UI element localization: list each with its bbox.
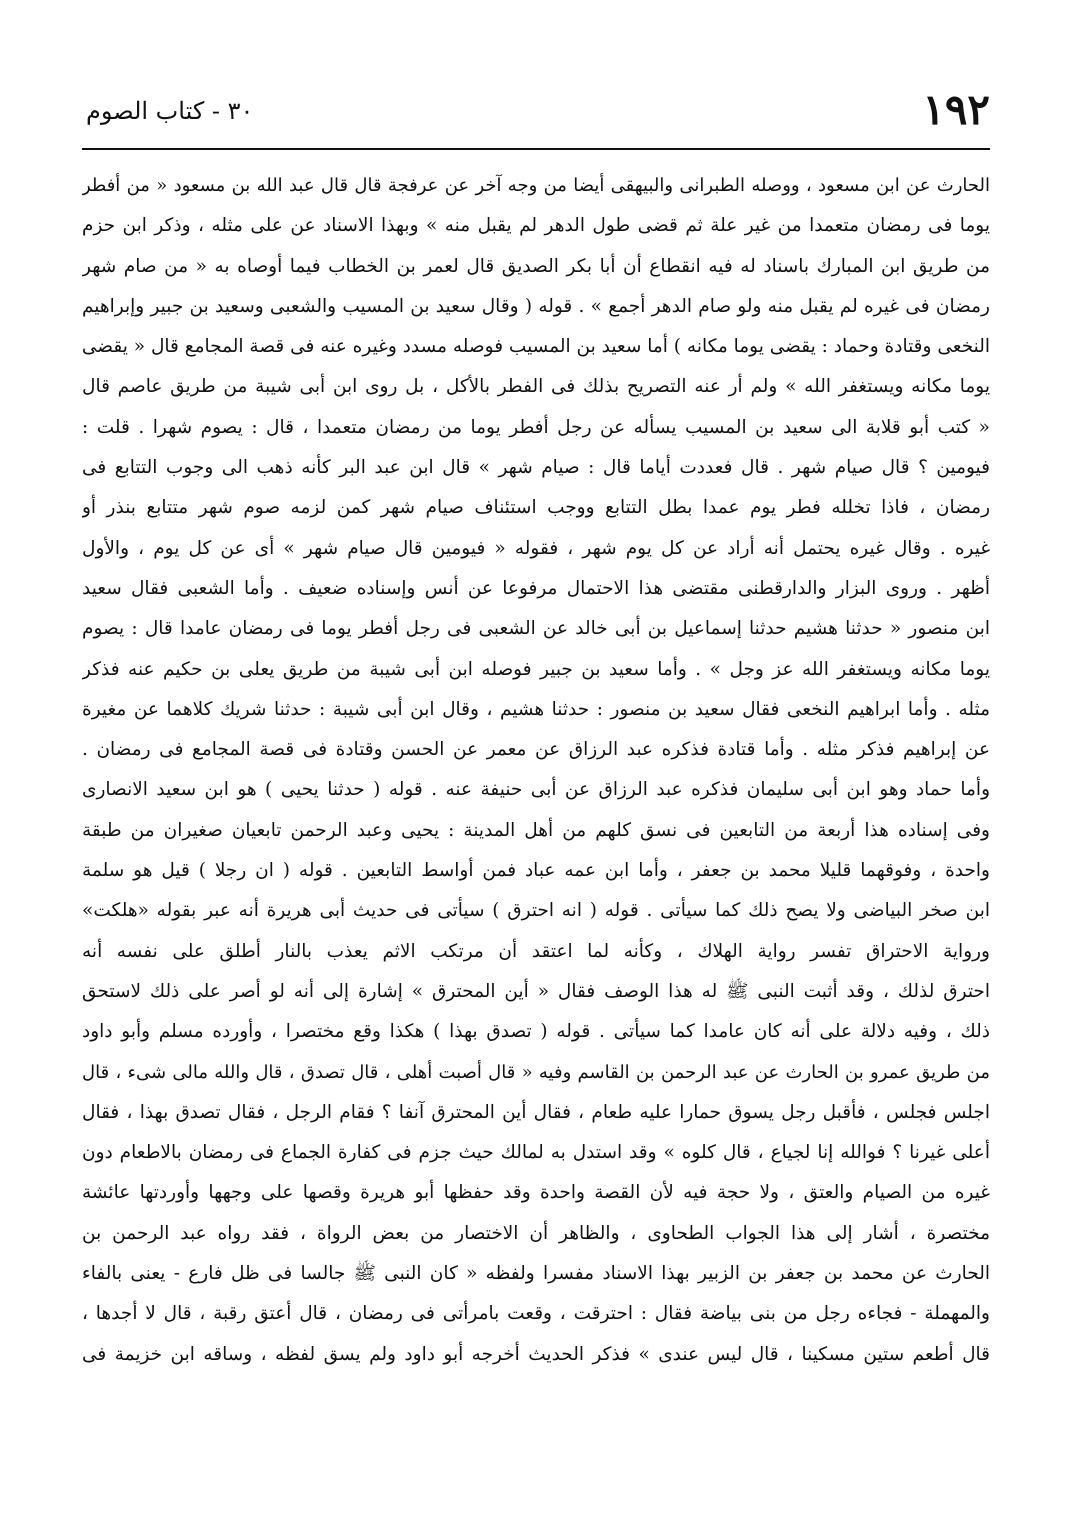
text-line: وأما حماد وهو ابن أبى سليمان فذكره عبد الرزاق عن أبى حنيفة عنه . قوله ( حدثنا يحيى ) هو ابن سعيد الانصارى bbox=[82, 779, 990, 801]
text-line: رمضان ، فاذا تخلله فطر يوم عمدا بطل التتابع ووجب استئناف صيام شهر كمن لزمه صوم شهر متتابع بنذر أو bbox=[82, 497, 990, 519]
text-line: فيومين ؟ قال صيام شهر . قال فعددت أياما قال : صيام شهر » قال ابن عبد البر كأنه ذهب الى وجوب التتابع فى bbox=[82, 457, 990, 479]
text-line: غيره من الصيام والعتق ، ولا حجة فيه لأن القصة واحدة وقد حفظها أبو هريرة وقصها على وجهها وأوردتها عائشة bbox=[82, 1182, 990, 1204]
page-number: ١٩٢ bbox=[922, 85, 990, 134]
text-line: من طريق ابن المبارك باسناد له فيه انقطاع أن أبا بكر الصديق قال لعمر بن الخطاب فيما أوصاه به « من صام شهر bbox=[82, 255, 990, 277]
text-line: واحدة ، وفوقهما قليلا محمد بن جعفر ، وأما ابن عمه عباد فمن أواسط التابعين . قوله ( ان رجلا ) قيل هو سلمة bbox=[82, 860, 990, 882]
text-line: يوما مكانه ويستغفر الله » ولم أر عنه التصريح بذلك فى الفطر بالأكل ، بل روى ابن أبى شيبة من طريق عاصم قال bbox=[82, 376, 990, 398]
text-line: الحارث عن ابن مسعود ، ووصله الطبرانى والبيهقى أيضا من وجه آخر عن عرفجة قال قال عبد الله بن مسعود « من أفطر bbox=[82, 175, 990, 196]
text-line: النخعى وقتادة وحماد : يقضى يوما مكانه ) أما سعيد بن المسيب فوصله مسدد وغيره عنه فى قصة المجامع قال « يقضى bbox=[82, 336, 990, 358]
text-line: رمضان فى غيره لم يقبل منه ولو صام الدهر أجمع » . قوله ( وقال سعيد بن المسيب والشعبى وسعيد بن جبير وإبراهيم bbox=[82, 295, 990, 317]
text-line: الحارث عن محمد بن جعفر بن الزبير بهذا الاسناد مفسرا ولفظه « كان النبى ﷺ جالسا فى ظل فارع - يعنى بالفاء bbox=[82, 1263, 990, 1285]
text-line: « كتب أبو قلابة الى سعيد بن المسيب يسأله عن رجل أفطر يوما من رمضان متعمدا ، قال : يصوم شهرا . قلت : bbox=[82, 416, 990, 438]
text-line: ابن صخر البياضى ولا يصح ذلك كما سيأتى . قوله ( انه احترق ) سيأتى فى حديث أبى هريرة أنه عبر بقوله «هلكت» bbox=[82, 900, 990, 922]
text-line: أعلى غيرنا ؟ فوالله إنا لجياع ، قال كلوه » وقد استدل به لمالك حيث جزم فى كفارة الجماع فى رمضان بالاطعام دون bbox=[82, 1142, 990, 1164]
text-line: ذلك ، وفيه دلالة على أنه كان عامدا كما سيأتى . قوله ( تصدق بهذا ) هكذا وقع مختصرا ، وأورده مسلم وأبو داود bbox=[82, 1021, 990, 1043]
text-line: يوما مكانه ويستغفر الله عز وجل » . وأما سعيد بن جبير فوصله ابن أبى شيبة من طريق يعلى بن حكيم عنه فذكر bbox=[82, 658, 990, 680]
text-line: عن إبراهيم فذكر مثله . وأما قتادة فذكره عبد الرزاق عن معمر عن الحسن وقتادة فى قصة المجامع فى رمضان . bbox=[82, 739, 990, 761]
body-text bbox=[82, 166, 990, 1375]
text-line: يوما فى رمضان متعمدا من غير علة ثم قضى طول الدهر لم يقبل منه » وبهذا الاسناد عن على مثله ، وذكر ابن حزم bbox=[82, 215, 990, 237]
text-line: اجلس فجلس ، فأقبل رجل يسوق حمارا عليه طعام ، فقال أين المحترق آنفا ؟ فقام الرجل ، فقال تصدق بهذا ، فقال bbox=[82, 1101, 990, 1123]
running-head: ٣٠ - كتاب الصوم bbox=[86, 97, 254, 125]
text-line: وفى إسناده هذا أربعة من التابعين فى نسق كلهم من أهل المدينة : يحيى وعبد الرحمن تابعيان صغيران من طبقة bbox=[82, 819, 990, 841]
text-line: من طريق عمرو بن الحارث عن عبد الرحمن بن القاسم وفيه « قال أصبت أهلى ، قال تصدق ، قال والله مالى شىء ، قال bbox=[82, 1061, 990, 1083]
text-line: والمهملة - فجاءه رجل من بنى بياضة فقال : احترقت ، وقعت بامرأتى فى رمضان ، قال أعتق رقبة ، قال لا أجدها ، bbox=[82, 1303, 990, 1325]
text-line: قال أطعم ستين مسكينا ، قال ليس عندى » فذكر الحديث أخرجه أبو داود ولم يسق لفظه ، وساقه ابن خزيمة فى bbox=[82, 1343, 990, 1365]
text-line: غيره . وقال غيره يحتمل أنه أراد عن كل يوم شهر ، فقوله « فيومين قال صيام شهر » أى عن كل يوم ، والأول bbox=[82, 537, 990, 559]
text-line: مثله . وأما ابراهيم النخعى فقال سعيد بن منصور : حدثنا هشيم ، وقال ابن أبى شيبة : حدثنا شريك كلاهما عن مغيرة bbox=[82, 698, 990, 720]
text-line: ابن منصور « حدثنا هشيم حدثنا إسماعيل بن أبى خالد عن الشعبى فى رجل أفطر يوما فى رمضان عامدا قال : يصوم bbox=[82, 618, 990, 640]
text-line: ورواية الاحتراق تفسر رواية الهلاك ، وكأنه لما اعتقد أن مرتكب الاثم يعذب بالنار أطلق على نفسه أنه bbox=[82, 940, 990, 962]
header-rule bbox=[82, 148, 990, 150]
text-line: أظهر . وروى البزار والدارقطنى مقتضى هذا الاحتمال مرفوعا عن أنس وإسناده ضعيف . وأما الشعبى فقال سعيد bbox=[82, 577, 990, 599]
text-line: احترق لذلك ، وقد أثبت النبى ﷺ له هذا الوصف فقال « أين المحترق » إشارة إلى أنه لو أصر على ذلك لاستحق bbox=[82, 980, 990, 1002]
text-line: مختصرة ، أشار إلى هذا الجواب الطحاوى ، والظاهر أن الاختصار من بعض الرواة ، فقد رواه عبد الرحمن بن bbox=[82, 1222, 990, 1244]
page-header bbox=[82, 40, 990, 140]
